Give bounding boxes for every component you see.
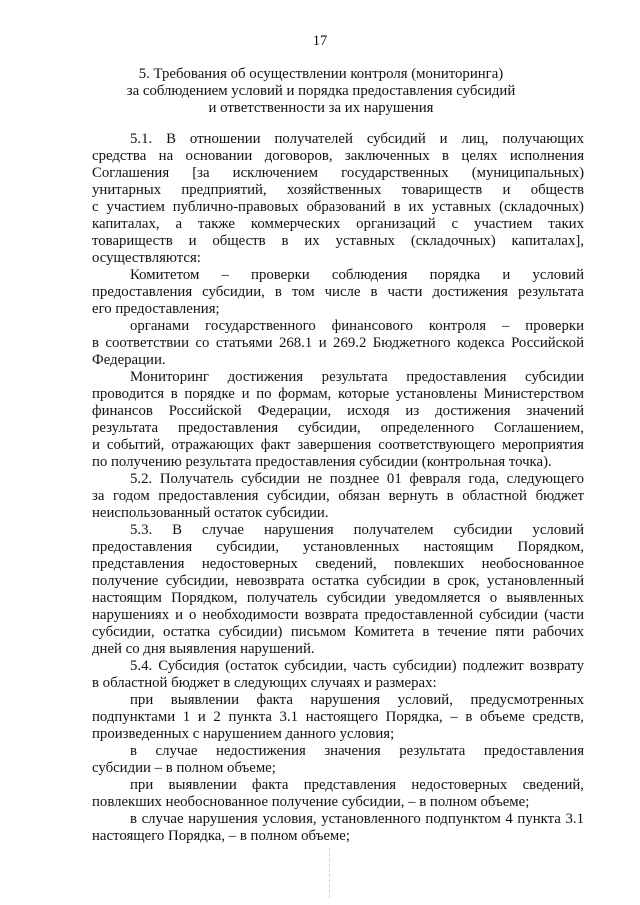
text-line: унитарных предприятий, хозяйственных товариществ и обществ bbox=[92, 182, 584, 198]
text-line: 5.1. В отношении получателей субсидий и лиц, получающих bbox=[130, 131, 584, 147]
text-line: Мониторинг достижения результата предоставления субсидии bbox=[130, 369, 584, 385]
text-line: предоставления субсидии, в том числе в части достижения результата bbox=[92, 284, 584, 300]
text-line: Соглашения [за исключением государственных (муниципальных) bbox=[92, 165, 584, 181]
section-heading-line: и ответственности за их нарушения bbox=[208, 100, 434, 116]
text-line: повлекших необоснованное получение субсидии, – в полном объеме; bbox=[92, 794, 530, 810]
page-number: 17 bbox=[312, 33, 328, 49]
text-line: получение субсидии, невозврата остатка субсидии в срок, установленный bbox=[92, 573, 584, 589]
text-line: дней со дня выявления нарушений. bbox=[92, 641, 315, 657]
paragraph-5-4 bbox=[92, 658, 584, 692]
section-heading-line: за соблюдением условий и порядка предоставления субсидий bbox=[126, 83, 516, 99]
text-line: подпунктами 1 и 2 пункта 3.1 настоящего Порядка, – в объеме средств, bbox=[92, 709, 584, 725]
text-line: настоящего Порядка, – в полном объеме; bbox=[92, 828, 350, 844]
text-line: Федерации. bbox=[92, 352, 166, 368]
paragraph-case-result bbox=[92, 743, 584, 777]
paragraph-case-condition bbox=[92, 811, 584, 845]
text-line: товариществ и обществ в их уставных (складочных) капиталах], bbox=[92, 233, 584, 249]
paragraph-monitoring bbox=[92, 369, 584, 471]
text-line: Комитетом – проверки соблюдения порядка и условий bbox=[130, 267, 584, 283]
text-line: с участием публично-правовых образований в их уставных (складочных) bbox=[92, 199, 584, 215]
text-line: в случае недостижения значения результата предоставления bbox=[130, 743, 584, 759]
paragraph-5-3 bbox=[92, 522, 584, 658]
text-line: средства на основании договоров, заключенных в целях исполнения bbox=[92, 148, 584, 164]
paragraph-case-false-info bbox=[92, 777, 584, 811]
text-line: нарушениях и о необходимости возврата предоставленной субсидии (части bbox=[92, 607, 584, 623]
section-heading bbox=[100, 66, 542, 117]
section-heading-line: 5. Требования об осуществлении контроля (мониторинга) bbox=[138, 66, 504, 82]
text-line: и событий, отражающих факт завершения соответствующего мероприятия bbox=[92, 437, 584, 453]
text-line: представления недостоверных сведений, повлекших необоснованное bbox=[92, 556, 584, 572]
text-line: неиспользованный остаток субсидии. bbox=[92, 505, 329, 521]
paragraph-control-organs bbox=[92, 318, 584, 369]
text-line: в соответствии со статьями 268.1 и 269.2 Бюджетного кодекса Российской bbox=[92, 335, 584, 351]
text-line: результата предоставления субсидии, определенного Соглашением, bbox=[92, 420, 584, 436]
paragraph-5-2 bbox=[92, 471, 584, 522]
text-line: субсидии, остатка субсидии) письмом Комитета в течение пяти рабочих bbox=[92, 624, 584, 640]
text-line: при выявлении факта представления недостоверных сведений, bbox=[130, 777, 584, 793]
document-body bbox=[92, 131, 584, 845]
text-line: субсидии – в полном объеме; bbox=[92, 760, 276, 776]
text-line: в областной бюджет в следующих случаях и размерах: bbox=[92, 675, 437, 691]
text-line: 5.3. В случае нарушения получателем субсидии условий bbox=[130, 522, 584, 538]
text-line: за годом предоставления субсидии, обязан вернуть в областной бюджет bbox=[92, 488, 584, 504]
scan-artifact-line bbox=[329, 848, 331, 898]
text-line: настоящим Порядком, получатель субсидии уведомляется о выявленных bbox=[92, 590, 584, 606]
text-line: произведенных с нарушением данного условия; bbox=[92, 726, 395, 742]
text-line: осуществляются: bbox=[92, 250, 201, 266]
text-line: проводится в порядке и по формам, которые установлены Министерством bbox=[92, 386, 584, 402]
text-line: 5.4. Субсидия (остаток субсидии, часть субсидии) подлежит возврату bbox=[130, 658, 584, 674]
text-line: предоставления субсидии, установленных настоящим Порядком, bbox=[92, 539, 584, 555]
text-line: органами государственного финансового контроля – проверки bbox=[130, 318, 584, 334]
text-line: капиталах, а также коммерческих организаций с участием таких bbox=[92, 216, 584, 232]
paragraph-committee bbox=[92, 267, 584, 318]
paragraph-case-violation bbox=[92, 692, 584, 743]
text-line: финансов Российской Федерации, исходя из достижения значений bbox=[92, 403, 584, 419]
paragraph-5-1 bbox=[92, 131, 584, 267]
text-line: при выявлении факта нарушения условий, предусмотренных bbox=[130, 692, 584, 708]
text-line: 5.2. Получатель субсидии не позднее 01 февраля года, следующего bbox=[130, 471, 584, 487]
text-line: по получению результата предоставления субсидии (контрольная точка). bbox=[92, 454, 552, 470]
text-line: его предоставления; bbox=[92, 301, 220, 317]
text-line: в случае нарушения условия, установленного подпунктом 4 пункта 3.1 bbox=[130, 811, 584, 827]
